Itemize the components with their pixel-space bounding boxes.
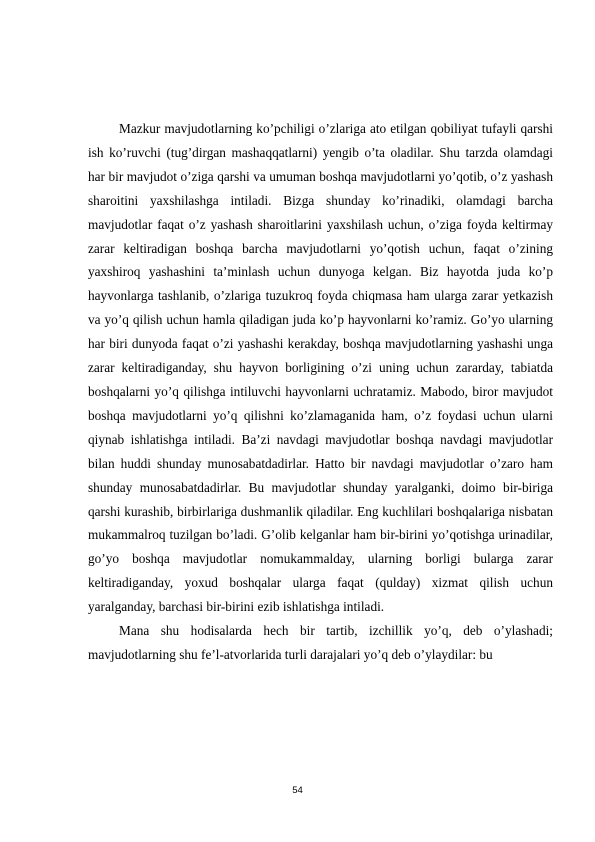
paragraph-2: Mana shu hodisalarda hech bir tartib, izchillik yo’q, deb o’ylashadi; mavjudotlarning shu fe’l-atvorlarida turli darajalari yo’q deb o’ylaydilar: bu bbox=[88, 623, 553, 662]
paragraph-1: Mazkur mavjudotlarning ko’pchiligi o’zlariga ato etilgan qobiliyat tufayli qarshi ish ko’ruvchi (tug’dirgan mashaqqatlarni) yengib o’ta oladilar. Shu tarzda olamdagi har bir mavjudot o’ziga qarshi va umuman boshqa mavjudotlarni yo’qotib, o’z yashash sharoitini yaxshilashga intiladi. Bizga shunday ko’rinadiki, olamdagi barcha mavjudotlar faqat o’z yashash sharoitlarini yaxshilash uchun, o’ziga foyda keltirmay zarar keltiradigan boshqa barcha mavjudotlarni yo’qotish uchun, faqat o’zining yaxshiroq yashashini ta’minlash uchun dunyoga kelgan. Biz hayotda juda ko’p hayvonlarga tashlanib, o’zlariga tuzukroq foyda chiqmasa ham ularga zarar yetkazish va yo’q qilish uchun hamla qiladigan juda ko’p hayvonlarni ko’ramiz. Go’yo ularning har biri dunyoda faqat o’zi yashashi kerakday, boshqa mavjudotlarning yashashi unga zarar keltiradiganday, shu hayvon borligining o’zi uning uchun zararday, tabiatda boshqalarni yo’q qilishga intiluvchi hayvonlarni uchratamiz. Mabodo, biror mavjudot boshqa mavjudotlarni yo’q qilishni ko’zlamaganida ham, o’z foydasi uchun ularni qiynab ishlatishga intiladi. Ba’zi navdagi mavjudotlar boshqa navdagi mavjudotlar bilan huddi shunday munosabatdadirlar. Hatto bir navdagi mavjudotlar o’zaro ham shunday munosabatdadirlar. Bu mavjudotlar shunday yaralganki, doimo bir-biriga qarshi kurashib, birbirlariga dushmanlik qiladilar. Eng kuchlilari boshqalariga nisbatan mukammalroq tuzilgan bo’ladi. G’olib kelganlar ham bir-birini yo’qotishga urinadilar, go’yo boshqa mavjudotlar nomukammalday, ularning borligi bularga zarar keltiradiganday, yoxud boshqalar ularga faqat (qulday) xizmat qilish uchun yaralganday, barchasi bir-birini ezib ishlatishga intiladi. bbox=[88, 121, 553, 615]
body-text bbox=[88, 117, 553, 667]
page-number: 54 bbox=[292, 785, 303, 796]
